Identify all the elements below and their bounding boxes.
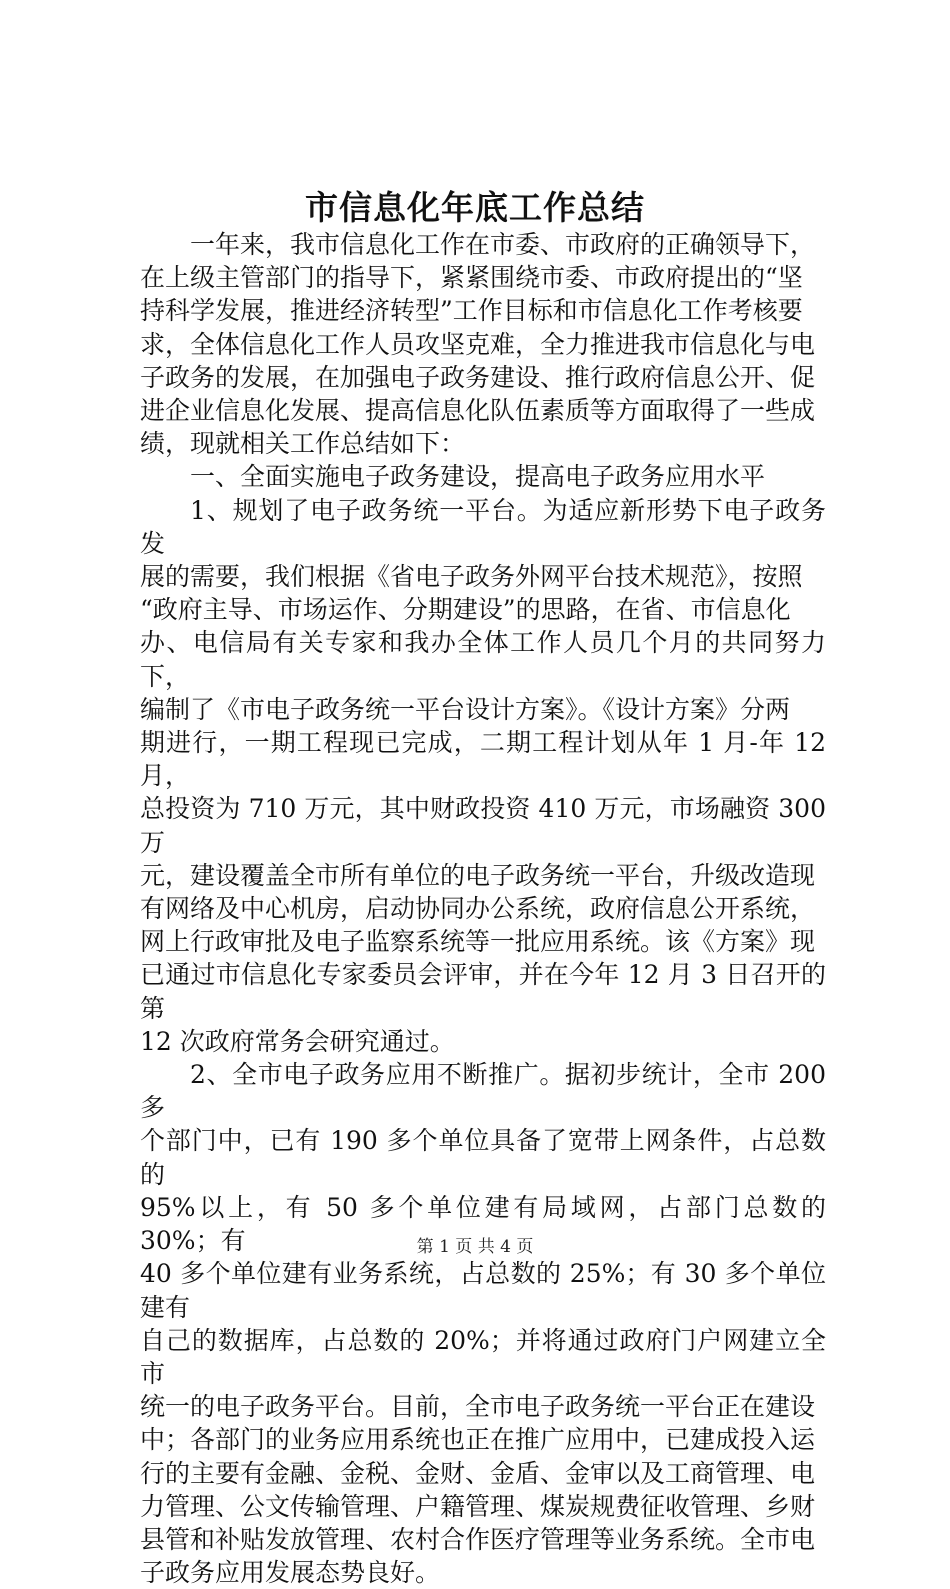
paragraph-item-2: 2、全市电子政务应用不断推广。据初步统计，全市 200 多 个部门中，已有 190 多个单位具备了宽带上网条件，占总数的 95%以上，有 50 多个单位建有局域网，占部门总数的 30%；有 40 多个单位建有业务系统，占总数的 25%；有 30 多个单位建有 自己的数据库，占总数的 20%；并将通过政府门户网建立全市 统一的电子政务平台。目前，全市电子政务统一平台正在建设 中；各部门的业务应用系统也正在推广应用中，已建成投入运 行的主要有金融、金税、金财、金盾、金审以及工商管理、电 力管理、公文传输管理、户籍管理、煤炭规费征收管理、乡财 县管和补贴发放管理、农村合作医疗管理等业务系统。全市电 子政务应用发展态势良好。 — [140, 1060, 826, 1588]
document-body — [140, 228, 826, 1589]
paragraph-intro: 一年来，我市信息化工作在市委、市政府的正确领导下， 在上级主管部门的指导下，紧紧围绕市委、市政府提出的“坚 持科学发展，推进经济转型”工作目标和市信息化工作考核要 求，全体信息化工作人员攻坚克难，全力推进我市信息化与电 子政务的发展，在加强电子政务建设、推行政府信息公开、促 进企业信息化发展、提高信息化队伍素质等方面取得了一些成 绩，现就相关工作总结如下： — [140, 230, 816, 459]
section-heading-1: 一、全面实施电子政务建设，提高电子政务应用水平 — [190, 462, 766, 492]
document-title: 市信息化年底工作总结 — [305, 188, 645, 227]
paragraph-item-1: 1、规划了电子政务统一平台。为适应新形势下电子政务发 展的需要，我们根据《省电子政务外网平台技术规范》，按照 “政府主导、市场运作、分期建设”的思路，在省、市信息化 办、电信局有关专家和我办全体工作人员几个月的共同努力下， 编制了《市电子政务统一平台设计方案》。《设计方案》分两 期进行，一期工程现已完成，二期工程计划从年 1 月-年 12 月， 总投资为 710 万元，其中财政投资 410 万元，市场融资 300 万 元，建设覆盖全市所有单位的电子政务统一平台，升级改造现 有网络及中心机房，启动协同办公系统，政府信息公开系统， 网上行政审批及电子监察系统等一批应用系统。该《方案》现 已通过市信息化专家委员会评审，并在今年 12 月 3 日召开的第 12 次政府常务会研究通过。 — [140, 495, 826, 1056]
page-footer: 第 1 页 共 4 页 — [416, 1237, 534, 1257]
